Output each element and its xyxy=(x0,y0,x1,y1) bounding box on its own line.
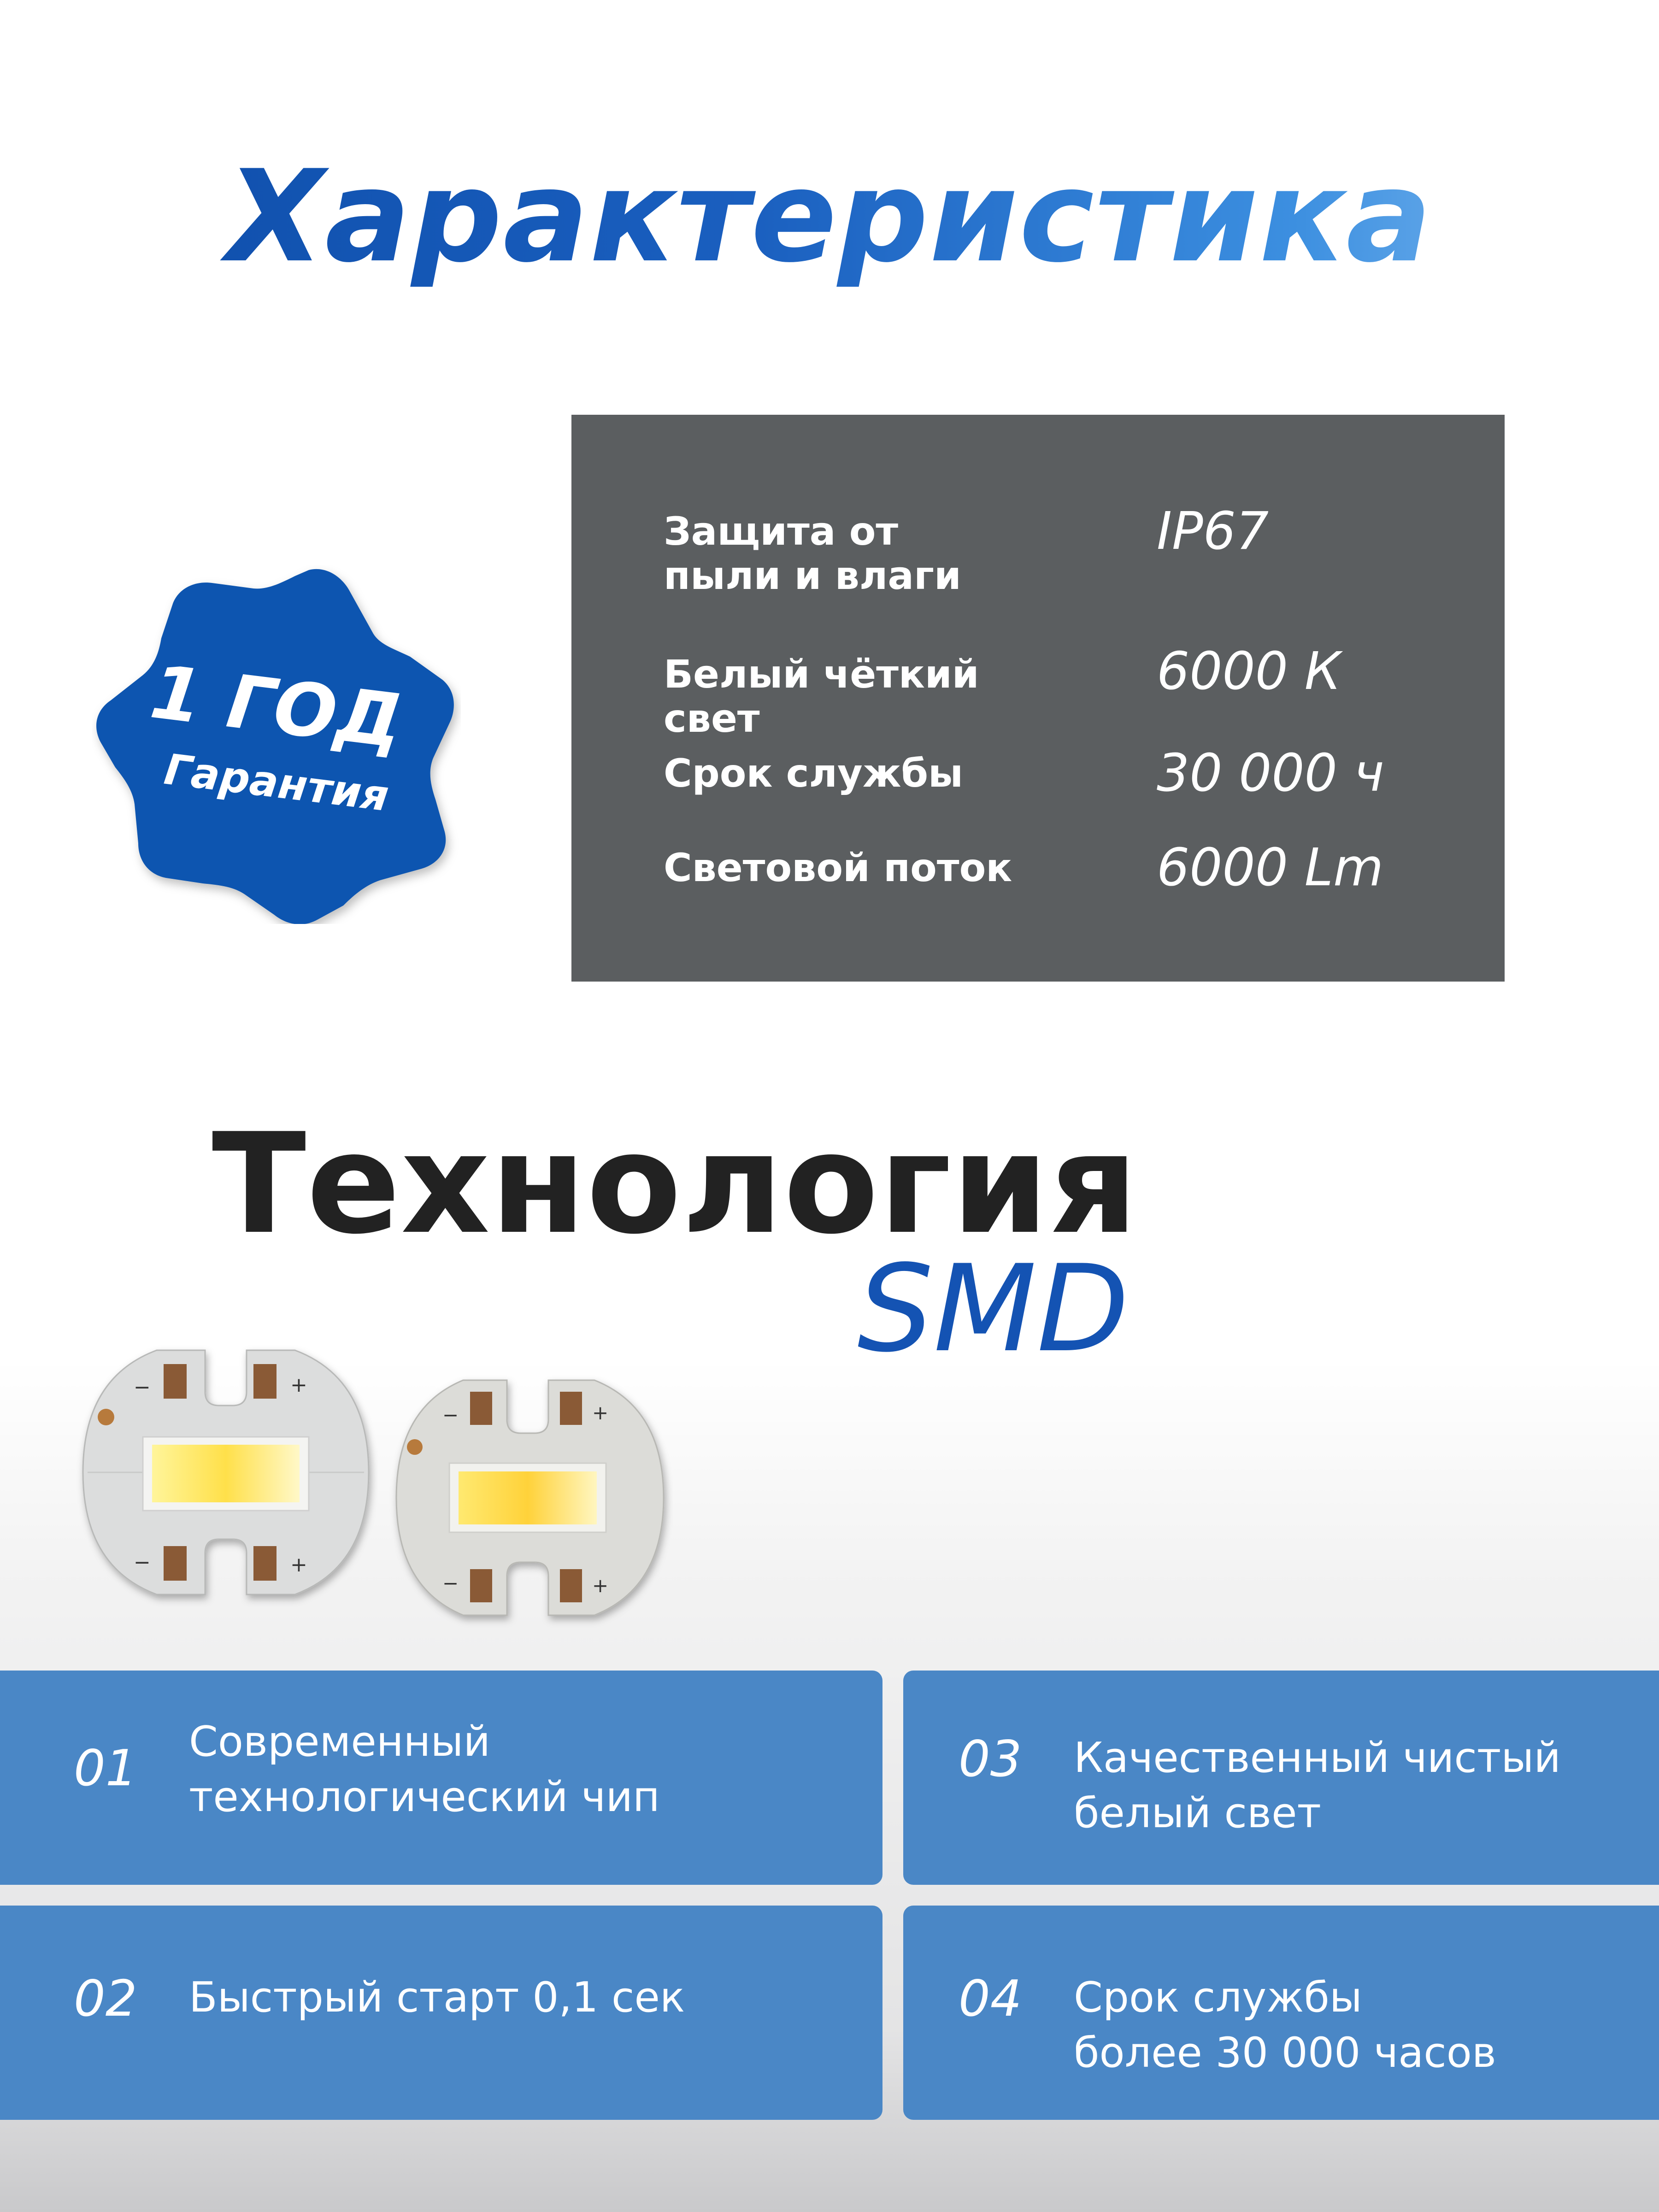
feature-text-line: Качественный чистый xyxy=(1074,1734,1561,1782)
feature-number: 03 xyxy=(959,1730,1022,1788)
spec-label: Срок службы xyxy=(664,751,964,796)
feature-number: 01 xyxy=(74,1740,137,1797)
spec-label-line: Защита от xyxy=(664,509,899,554)
feature-text-line: Срок службы xyxy=(1074,1973,1362,2022)
technology-title: Технология xyxy=(212,1104,1138,1265)
feature-text-line: технологический чип xyxy=(189,1773,660,1821)
led-chip-image xyxy=(387,1366,673,1629)
feature-text-line: более 30 000 часов xyxy=(1074,2029,1496,2077)
feature-card xyxy=(903,1906,1659,2120)
feature-number: 04 xyxy=(959,1970,1022,2028)
feature-text xyxy=(189,1714,660,1825)
spec-label: Световой поток xyxy=(664,845,1012,890)
warranty-years: 1 ГОД xyxy=(146,648,407,765)
spec-value: 30 000 ч xyxy=(1157,743,1384,803)
warranty-badge xyxy=(92,565,461,924)
feature-card xyxy=(0,1906,882,2120)
feature-card xyxy=(0,1671,882,1885)
led-chip-image xyxy=(74,1336,378,1608)
chip-plus-label: + xyxy=(592,1574,609,1597)
technology-subtitle: SMD xyxy=(857,1240,1129,1379)
spec-value: IP67 xyxy=(1157,501,1269,561)
chip-minus-label: − xyxy=(134,1376,151,1399)
chip-plus-label: + xyxy=(290,1553,307,1577)
feature-text-line: Быстрый старт 0,1 сек xyxy=(189,1973,685,2022)
feature-number: 02 xyxy=(74,1970,137,2028)
feature-text xyxy=(1074,1730,1561,1841)
feature-text-line: Современный xyxy=(189,1718,490,1766)
spec-label-line: пыли и влаги xyxy=(664,553,961,598)
chip-minus-label: − xyxy=(442,1572,459,1594)
chip-minus-label: − xyxy=(134,1551,151,1574)
warranty-label: Гарантия xyxy=(161,744,392,821)
feature-text xyxy=(1074,1970,1496,2081)
spec-value: 6000 Lm xyxy=(1157,838,1384,898)
feature-text-line: белый свет xyxy=(1074,1789,1321,1837)
feature-card xyxy=(903,1671,1659,1885)
feature-text xyxy=(189,1970,685,2025)
chip-minus-label: − xyxy=(442,1404,459,1426)
spec-panel xyxy=(571,415,1505,982)
chip-plus-label: + xyxy=(592,1401,609,1424)
spec-value: 6000 К xyxy=(1157,641,1341,701)
spec-label: Белый чёткий свет xyxy=(664,652,979,741)
spec-label xyxy=(664,509,1078,598)
chip-plus-label: + xyxy=(290,1373,307,1397)
page-title: Характеристика xyxy=(0,143,1659,290)
